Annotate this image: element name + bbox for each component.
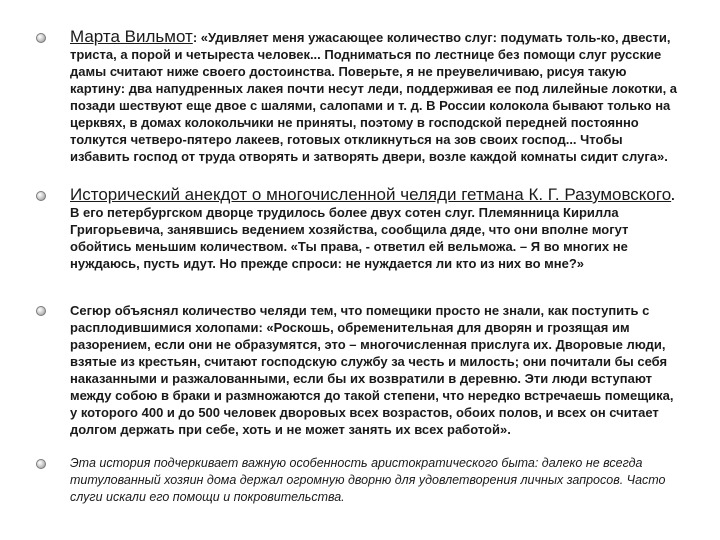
heading-razumovsky: Исторический анекдот о многочисленной челяди гетмана К. Г. Разумовского [70,185,672,204]
bullet-icon [36,191,46,201]
paragraph-wilmot [70,28,682,165]
body-wilmot: : «Удивляет меня ужасающее количество слуг: подумать толь-ко, двести, триста, а порой и четыреста человек... Подниматься по лестнице без помощи слуг русские дамы считают ниже своего достоинства. Поверьте, я не преувеличиваю, рисуя такую картину: два напудренных лакея почти несут леди, поддерживая ее под лилейные локотки, а позади шествуют еще двое с шалями, салопами и т. д. В России колокола бывают только на церквях, в домах колокольчики не приняты, поэтому в господской передней постоянно толкутся четверо-пятеро лакеев, готовых откликнуться на зов своих господ... Чтобы избавить господ от труда отворять и затворять двери, возле каждой комнаты сидит слуга». [70,30,678,164]
paragraph-segur: Сегюр объяснял количество челяди тем, что помещики просто не знали, как поступить с расплодившимися холопами: «Роскошь, обременительная для дворян и грозящая им разорением, если они не образумятся, это – многочисленная прислуга их. Дворовые люди, взятые из крестьян, считают господскую службу за честь и милость; они почитали бы себя наказанными и разжалованными, если бы их возвратили в деревню. Эти люди вступают между собою в браки и размножаются до такой степени, что нередко встречаешь помещика, у которого 400 и до 500 человек дворовых всех возрастов, обоих полов, и всех он считает долгом держать при себе, хоть и не может занять их всех работой». [70,303,674,437]
bullet-icon [36,33,46,43]
bullet-icon [36,459,46,469]
bullet-icon [36,306,46,316]
paragraph-conclusion: Эта история подчеркивает важную особенность аристократического быта: далеко не всегда титулованный хозяин дома держал огромную дворню для удовлетворения личных запросов. Часто слуги искали его помощи и покровительства. [70,456,666,504]
body-razumovsky: . В его петербургском дворце трудилось более двух сотен слуг. Племянница Кирилла Григорьевича, занявшись ведением хозяйства, сообщила дяде, что они вполне могут обойтись меньшим количеством. «Ты права, - ответил ей вельможа. – Я во многих не нуждаюсь, пусть идут. Но прежде спроси: не нуждается ли кто из них во мне?» [70,188,675,271]
paragraph-razumovsky [70,186,682,272]
heading-wilmot: Марта Вильмот [70,27,193,46]
